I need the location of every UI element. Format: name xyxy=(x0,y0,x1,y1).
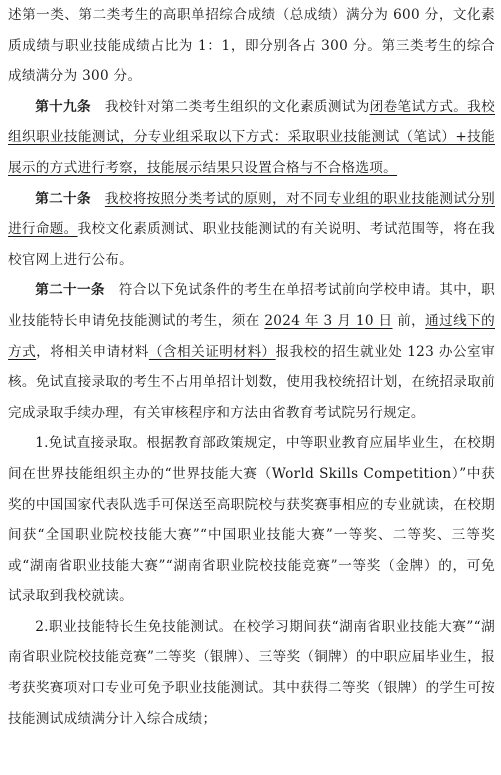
paragraph xyxy=(8,184,495,276)
paragraph-text: 述第一类、第二类考生的高职单招综合成绩（总成绩）满分为 600 分，文化素质成绩与职业技能成绩占比为 1：1，即分别各占 300 分。第三类考生的综合成绩满分为 300 分。 xyxy=(8,7,495,85)
paragraph-text xyxy=(91,191,105,207)
article-heading: 第二十一条 xyxy=(35,282,105,299)
underlined-text: 通过线下的方式 xyxy=(8,312,495,360)
document-body xyxy=(8,0,495,734)
paragraph xyxy=(8,92,495,184)
paragraph xyxy=(8,428,495,612)
paragraph-text: 1.免试直接录取。根据教育部政策规定，中等职业教育应届毕业生，在校期间在世界技能组织主办的“世界技能大赛（World Skills Competition）”中获奖的中国国家代表队选手可保送至高职院校与获奖赛事相应的专业就读，在校期间获“全国职业院校技能大赛”“中国职业技能大赛”一等奖、二等奖、三等奖或“湖南省职业技能大赛”“湖南省职业院校技能竞赛”一等奖（金牌）的，可免试录取到我校就读。 xyxy=(8,435,495,605)
paragraph-text: 符合以下免试条件的考生在单招考试前向学校申请。其中，职业技能特长申请免技能测试的考生，须在 xyxy=(8,282,496,329)
paragraph-text: 2.职业技能特长生免技能测试。在校学习期间获“湖南省职业技能大赛”“湖南省职业院校技能竞赛”二等奖（银牌）、三等奖（铜牌）的中职应届毕业生，报考获奖赛项对口专业可免予职业技能测试。其中获得二等奖（银牌）的学生可按技能测试成绩满分计入综合成绩； xyxy=(8,618,495,727)
paragraph-text: ，将相关申请材料 xyxy=(36,343,149,360)
paragraph-text: 我校针对第二类考生组织的文化素质测试为 xyxy=(90,98,370,115)
article-heading: 第二十条 xyxy=(35,190,91,207)
paragraph-text: 我校文化素质测试、职业技能测试的有关说明、考试范围等，将在我校官网上进行公布。 xyxy=(8,221,496,268)
paragraph xyxy=(8,0,495,92)
underlined-text: 我校将按照分类考试的原则，对不同专业组的职业技能测试分别进行命题。 xyxy=(8,190,495,238)
underlined-text: 2024 年 3 月 10 日 xyxy=(264,312,393,329)
paragraph xyxy=(8,612,495,734)
underlined-text: 闭卷笔试方式。我校组织职业技能测试，分专业组采取以下方式：采取职业技能测试（笔试）+技能展示的方式进行考察，技能展示结果只设置合格与不合格选项。 xyxy=(8,98,496,176)
paragraph-text: 报我校的招生就业处 123 办公室审核。免试直接录取的考生不占用单招计划数，使用我校统招计划，在统招录取前完成录取手续办理，有关审核程序和方法由省教育考试院另行规定。 xyxy=(8,343,495,421)
underlined-text: （含相关证明材料） xyxy=(148,343,276,360)
article-heading: 第十九条 xyxy=(35,98,91,115)
paragraph-text: 前， xyxy=(392,312,426,329)
paragraph xyxy=(8,275,495,428)
